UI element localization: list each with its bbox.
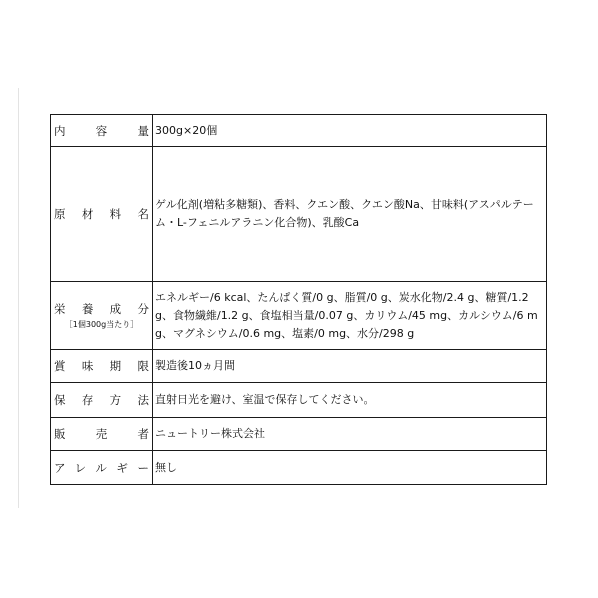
allergy-value: 無し xyxy=(153,451,547,485)
raw-materials-row xyxy=(51,147,547,282)
storage-value: 直射日光を避け、室温で保存してください。 xyxy=(153,383,547,418)
nutrition-row xyxy=(51,282,547,350)
expiry-value: 製造後10ヵ月間 xyxy=(153,350,547,383)
nutrition-label: 栄養成分 xyxy=(54,302,149,316)
seller-value: ニュートリー株式会社 xyxy=(153,418,547,451)
storage-row xyxy=(51,383,547,418)
allergy-row xyxy=(51,451,547,485)
content-row xyxy=(51,115,547,147)
expiry-label-cell xyxy=(51,350,153,383)
expiry-row xyxy=(51,350,547,383)
page-edge-line xyxy=(18,88,19,508)
allergy-label: アレルギー xyxy=(54,460,149,475)
content-label: 内容量 xyxy=(54,123,149,138)
nutrition-value: エネルギー/6 kcal、たんぱく質/0 g、脂質/0 g、炭水化物/2.4 g、糖質/1.2 g、食物繊維/1.2 g、食塩相当量/0.07 g、カリウム/45 mg、カルシウム/6 mg、マグネシウム/0.6 mg、塩素/0 mg、水分/298 g xyxy=(153,282,547,350)
nutrition-sublabel: ［1個300g当たり］ xyxy=(64,320,139,329)
raw-materials-value: ゲル化剤(増粘多糖類)、香料、クエン酸、クエン酸Na、甘味料(アスパルテーム・L-フェニルアラニン化合物)、乳酸Ca xyxy=(153,147,547,282)
storage-label-cell xyxy=(51,383,153,418)
nutrition-label-cell xyxy=(51,282,153,350)
product-info-table xyxy=(50,114,547,485)
storage-label: 保存方法 xyxy=(54,393,149,407)
seller-row xyxy=(51,418,547,451)
seller-label: 販売者 xyxy=(54,427,149,441)
content-value: 300g×20個 xyxy=(153,115,547,147)
allergy-label-cell xyxy=(51,451,153,485)
raw-materials-label: 原材料名 xyxy=(54,207,149,221)
expiry-label: 賞味期限 xyxy=(54,359,149,373)
seller-label-cell xyxy=(51,418,153,451)
raw-materials-label-cell xyxy=(51,147,153,282)
content-label-cell xyxy=(51,115,153,147)
